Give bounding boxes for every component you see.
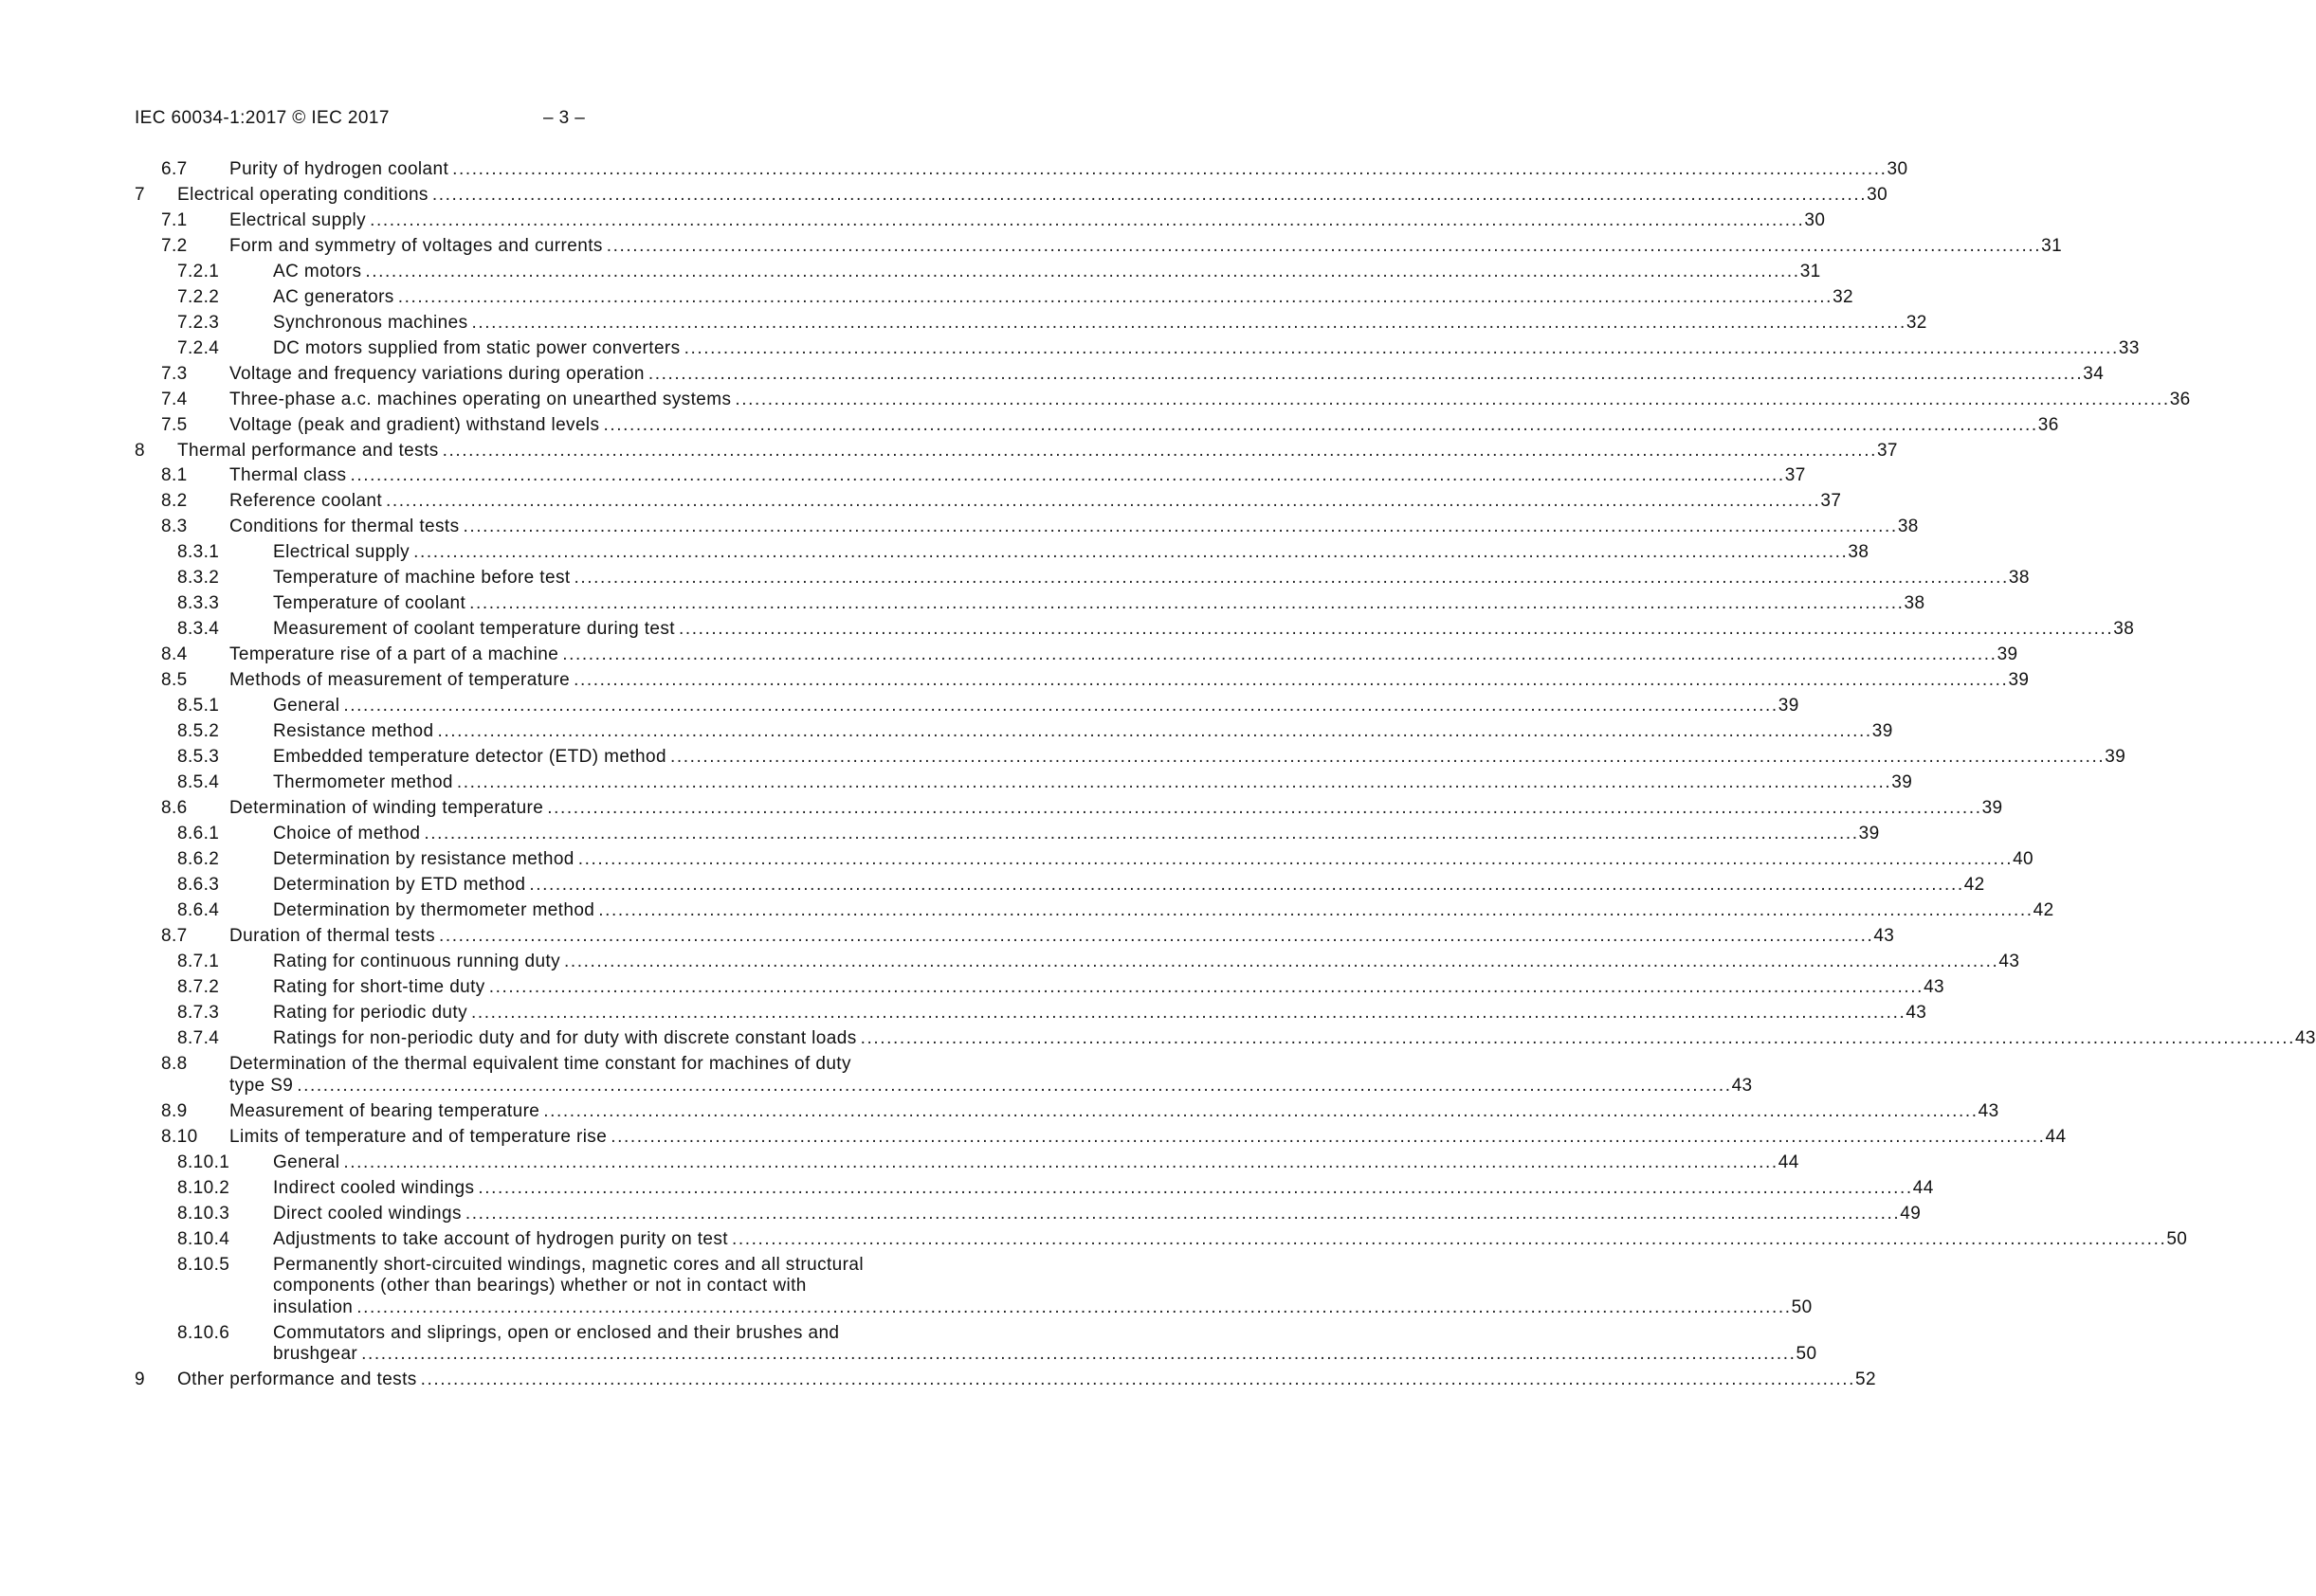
toc-entry-title: Methods of measurement of temperature bbox=[229, 670, 571, 690]
toc-entry-page: 38 bbox=[1904, 593, 1925, 613]
toc-entry-title: components (other than bearings) whether or not in contact with bbox=[273, 1276, 807, 1296]
toc-entry-page: 43 bbox=[1906, 1003, 1927, 1023]
toc-leader-dots: ............................................................................................................................................................................................................................ bbox=[413, 542, 1849, 562]
toc-leader-dots: ............................................................................................................................................................................................................................ bbox=[647, 363, 2084, 384]
toc-entry-title: Limits of temperature and of temperature rise bbox=[229, 1126, 608, 1147]
toc-leader-dots: ............................................................................................................................................................................................................................ bbox=[469, 593, 1905, 613]
toc-entry-title: Determination of the thermal equivalent time constant for machines of duty bbox=[229, 1054, 851, 1074]
toc-entry-number: 8.5.3 bbox=[177, 747, 220, 767]
toc-entry-page: 37 bbox=[1784, 465, 1806, 485]
toc-leader-dots: ............................................................................................................................................................................................................................ bbox=[386, 491, 1821, 511]
toc-entry-page: 50 bbox=[2166, 1228, 2188, 1249]
toc-entry-page: 39 bbox=[1891, 772, 1913, 792]
table-of-contents bbox=[0, 159, 2316, 1505]
toc-entry-number: 8.6 bbox=[161, 798, 188, 818]
toc-leader-dots: ............................................................................................................................................................................................................................ bbox=[603, 414, 2038, 435]
toc-entry-number: 8.7.2 bbox=[177, 977, 220, 997]
toc-entry-title: Temperature rise of a part of a machine bbox=[229, 644, 559, 664]
toc-entry-title: Commutators and sliprings, open or enclosed and their brushes and bbox=[273, 1322, 840, 1343]
toc-entry-page: 43 bbox=[2294, 1028, 2316, 1048]
toc-entry-page: 38 bbox=[2113, 619, 2135, 639]
toc-entry-title: Duration of thermal tests bbox=[229, 926, 435, 946]
toc-leader-dots: ............................................................................................................................................................................................................................ bbox=[735, 389, 2170, 409]
toc-entry-number: 7.2.2 bbox=[177, 286, 220, 307]
toc-entry-title: Electrical supply bbox=[273, 542, 410, 562]
toc-entry-title: Ratings for non-periodic duty and for duty with discrete constant loads bbox=[273, 1028, 857, 1048]
toc-entry-title: General bbox=[273, 696, 340, 716]
toc-leader-dots: ............................................................................................................................................................................................................................ bbox=[470, 1003, 1906, 1023]
toc-entry-number: 8.3.3 bbox=[177, 593, 220, 613]
toc-entry-title: Other performance and tests bbox=[177, 1369, 417, 1389]
toc-leader-dots: ............................................................................................................................................................................................................................ bbox=[365, 261, 1800, 281]
toc-leader-dots: ............................................................................................................................................................................................................................ bbox=[370, 209, 1805, 230]
toc-entry-title: Permanently short-circuited windings, magnetic cores and all structural bbox=[273, 1254, 864, 1275]
toc-entry-number: 7.2.3 bbox=[177, 312, 220, 333]
toc-entry-page: 52 bbox=[1855, 1369, 1876, 1389]
toc-entry-page: 49 bbox=[1900, 1203, 1922, 1224]
toc-entry-number: 8.10.4 bbox=[177, 1228, 230, 1249]
toc-entry-number: 8.6.1 bbox=[177, 824, 220, 843]
toc-entry-number: 8.3.4 bbox=[177, 619, 220, 639]
toc-leader-dots: ............................................................................................................................................................................................................................ bbox=[731, 1228, 2167, 1249]
toc-entry-title: Measurement of bearing temperature bbox=[229, 1100, 540, 1121]
toc-leader-dots: ............................................................................................................................................................................................................................ bbox=[431, 185, 1868, 205]
toc-entry-title: Thermometer method bbox=[273, 772, 453, 792]
toc-entry-page: 43 bbox=[1998, 952, 2020, 971]
toc-entry-page: 40 bbox=[2013, 849, 2034, 869]
toc-leader-dots: ............................................................................................................................................................................................................................ bbox=[456, 772, 1892, 792]
toc-leader-dots: ............................................................................................................................................................................................................................ bbox=[350, 465, 1785, 485]
toc-entry-number: 8.7.3 bbox=[177, 1003, 220, 1023]
toc-leader-dots: ............................................................................................................................................................................................................................ bbox=[437, 721, 1872, 741]
toc-entry-number: 8.3 bbox=[161, 517, 188, 536]
toc-entry-title: Indirect cooled windings bbox=[273, 1177, 475, 1198]
toc-leader-dots: ............................................................................................................................................................................................................................ bbox=[438, 926, 1874, 946]
toc-entry-page: 39 bbox=[1858, 824, 1880, 843]
toc-leader-dots: ............................................................................................................................................................................................................................ bbox=[574, 670, 2009, 690]
toc-leader-dots: ............................................................................................................................................................................................................................ bbox=[529, 875, 1964, 895]
toc-entry-page: 30 bbox=[1867, 185, 1888, 205]
toc-entry-number: 8.5.1 bbox=[177, 696, 220, 716]
toc-entry-title: Temperature of coolant bbox=[273, 593, 466, 613]
toc-entry-title: Form and symmetry of voltages and currents bbox=[229, 235, 603, 256]
toc-entry-title: Determination by thermometer method bbox=[273, 900, 595, 920]
toc-leader-dots: ............................................................................................................................................................................................................................ bbox=[471, 312, 1906, 333]
toc-leader-dots: ............................................................................................................................................................................................................................ bbox=[543, 1100, 1979, 1121]
toc-entry-page: 44 bbox=[1912, 1177, 1934, 1198]
page-header bbox=[135, 108, 988, 135]
toc-entry-title: insulation bbox=[273, 1297, 354, 1317]
toc-entry-number: 8.3.1 bbox=[177, 542, 220, 562]
toc-entry-number: 9 bbox=[135, 1369, 145, 1389]
toc-entry-number: 8.6.2 bbox=[177, 849, 220, 869]
toc-entry-number: 8.7 bbox=[161, 926, 188, 946]
toc-leader-dots: ............................................................................................................................................................................................................................ bbox=[424, 824, 1859, 843]
toc-entry-page: 38 bbox=[1897, 517, 1919, 536]
toc-leader-dots: ............................................................................................................................................................................................................................ bbox=[547, 798, 1982, 818]
toc-entry-page: 42 bbox=[1963, 875, 1985, 895]
toc-leader-dots: ............................................................................................................................................................................................................................ bbox=[465, 1203, 1901, 1224]
toc-leader-dots: ............................................................................................................................................................................................................................ bbox=[577, 849, 2014, 869]
toc-leader-dots: ............................................................................................................................................................................................................................ bbox=[488, 977, 1924, 997]
toc-entry-title: Synchronous machines bbox=[273, 312, 468, 333]
toc-entry-title: Determination by resistance method bbox=[273, 849, 574, 869]
toc-entry-page: 38 bbox=[1848, 542, 1869, 562]
toc-entry-number: 8.2 bbox=[161, 491, 188, 511]
toc-leader-dots: ............................................................................................................................................................................................................................ bbox=[669, 747, 2106, 767]
toc-entry-number: 8.7.1 bbox=[177, 952, 220, 971]
toc-entry-title: Electrical supply bbox=[229, 209, 367, 230]
toc-entry-number: 8.10 bbox=[161, 1126, 198, 1147]
toc-entry-title: type S9 bbox=[229, 1075, 294, 1096]
toc-entry-page: 39 bbox=[2105, 747, 2126, 767]
toc-entry-page: 32 bbox=[1833, 286, 1853, 307]
toc-entry-number: 8.1 bbox=[161, 465, 188, 485]
toc-entry-page: 34 bbox=[2083, 363, 2105, 384]
toc-entry-page: 36 bbox=[2037, 414, 2059, 435]
toc-entry-number: 8.5.4 bbox=[177, 772, 220, 792]
toc-entry-number: 7.5 bbox=[161, 414, 188, 435]
toc-entry-number: 7.2 bbox=[161, 235, 188, 256]
toc-entry-title: Temperature of machine before test bbox=[273, 568, 571, 588]
toc-entry-number: 8.4 bbox=[161, 644, 188, 664]
toc-entry-number: 8.10.3 bbox=[177, 1203, 230, 1224]
toc-entry-title: Electrical operating conditions bbox=[177, 185, 429, 205]
toc-leader-dots: ............................................................................................................................................................................................................................ bbox=[452, 159, 1887, 179]
toc-entry-number: 7.2.1 bbox=[177, 261, 220, 281]
toc-entry-title: AC generators bbox=[273, 286, 394, 307]
toc-leader-dots: ............................................................................................................................................................................................................................ bbox=[574, 568, 2009, 588]
toc-entry-number: 7.2.4 bbox=[177, 337, 220, 358]
toc-entry-title: Choice of method bbox=[273, 824, 421, 843]
toc-leader-dots: ............................................................................................................................................................................................................................ bbox=[343, 1152, 1778, 1172]
page-number: – 3 – bbox=[543, 108, 586, 128]
toc-entry-title: brushgear bbox=[273, 1344, 358, 1364]
toc-entry-title: Adjustments to take account of hydrogen purity on test bbox=[273, 1228, 728, 1249]
toc-leader-dots: ............................................................................................................................................................................................................................ bbox=[361, 1344, 1796, 1364]
toc-entry-page: 31 bbox=[2041, 235, 2063, 256]
toc-entry-page: 50 bbox=[1796, 1344, 1817, 1364]
toc-entry-number: 7.4 bbox=[161, 389, 188, 409]
toc-entry-title: DC motors supplied from static power converters bbox=[273, 337, 681, 358]
toc-entry-page: 37 bbox=[1876, 440, 1898, 461]
toc-entry-page: 30 bbox=[1887, 159, 1908, 179]
toc-entry-title: Determination of winding temperature bbox=[229, 798, 544, 818]
toc-entry-page: 43 bbox=[1924, 977, 1944, 997]
toc-entry-page: 39 bbox=[2008, 670, 2030, 690]
toc-entry-title: Rating for continuous running duty bbox=[273, 952, 561, 971]
toc-entry-number: 8.7.4 bbox=[177, 1028, 220, 1048]
toc-entry-page: 36 bbox=[2169, 389, 2191, 409]
toc-entry-number: 8.9 bbox=[161, 1100, 188, 1121]
toc-entry-page: 32 bbox=[1906, 312, 1927, 333]
toc-entry-number: 8.10.5 bbox=[177, 1254, 230, 1275]
standard-designation: IEC 60034-1:2017 © IEC 2017 bbox=[135, 108, 390, 128]
toc-entry-page: 44 bbox=[1778, 1152, 1799, 1172]
toc-entry-page: 44 bbox=[2045, 1126, 2067, 1147]
toc-entry-title: Embedded temperature detector (ETD) method bbox=[273, 747, 666, 767]
toc-leader-dots: ............................................................................................................................................................................................................................ bbox=[860, 1028, 2295, 1048]
toc-entry-page: 39 bbox=[1778, 696, 1799, 716]
toc-entry-number: 8 bbox=[135, 440, 145, 461]
toc-leader-dots: ............................................................................................................................................................................................................................ bbox=[463, 517, 1898, 536]
toc-entry-number: 8.5.2 bbox=[177, 721, 220, 741]
toc-entry-title: Three-phase a.c. machines operating on unearthed systems bbox=[229, 389, 732, 409]
toc-leader-dots: ............................................................................................................................................................................................................................ bbox=[343, 696, 1778, 716]
toc-entry-title: Conditions for thermal tests bbox=[229, 517, 460, 536]
toc-entry-title: Resistance method bbox=[273, 721, 434, 741]
toc-leader-dots: ............................................................................................................................................................................................................................ bbox=[684, 337, 2119, 358]
toc-leader-dots: ............................................................................................................................................................................................................................ bbox=[420, 1369, 1855, 1389]
toc-leader-dots: ............................................................................................................................................................................................................................ bbox=[478, 1177, 1913, 1198]
toc-entry-number: 8.5 bbox=[161, 670, 188, 690]
toc-entry-page: 43 bbox=[1731, 1075, 1753, 1096]
toc-entry-title: Reference coolant bbox=[229, 491, 383, 511]
toc-entry-number: 8.8 bbox=[161, 1054, 188, 1074]
toc-entry-title: Direct cooled windings bbox=[273, 1203, 462, 1224]
toc-entry-title: Voltage (peak and gradient) withstand levels bbox=[229, 414, 600, 435]
toc-entry-page: 43 bbox=[1978, 1100, 1999, 1121]
toc-entry-page: 43 bbox=[1873, 926, 1895, 946]
toc-leader-dots: ............................................................................................................................................................................................................................ bbox=[678, 619, 2114, 639]
toc-entry-page: 33 bbox=[2118, 337, 2140, 358]
toc-entry-page: 42 bbox=[2033, 900, 2054, 920]
toc-entry-title: General bbox=[273, 1152, 340, 1172]
toc-leader-dots: ............................................................................................................................................................................................................................ bbox=[562, 644, 1997, 664]
toc-entry-page: 38 bbox=[2008, 568, 2030, 588]
toc-entry-title: Thermal class bbox=[229, 465, 347, 485]
toc-entry-number: 7.3 bbox=[161, 363, 188, 384]
toc-entry-title: Determination by ETD method bbox=[273, 875, 526, 895]
toc-entry-number: 8.6.3 bbox=[177, 875, 220, 895]
toc-entry-number: 8.6.4 bbox=[177, 900, 220, 920]
toc-leader-dots: ............................................................................................................................................................................................................................ bbox=[297, 1075, 1732, 1096]
toc-entry-title: Voltage and frequency variations during operation bbox=[229, 363, 645, 384]
toc-entry-page: 39 bbox=[1871, 721, 1893, 741]
toc-leader-dots: ............................................................................................................................................................................................................................ bbox=[442, 440, 1877, 461]
toc-entry-page: 50 bbox=[1791, 1297, 1813, 1317]
toc-entry-number: 6.7 bbox=[161, 159, 188, 179]
toc-leader-dots: ............................................................................................................................................................................................................................ bbox=[356, 1297, 1792, 1317]
toc-leader-dots: ............................................................................................................................................................................................................................ bbox=[611, 1126, 2046, 1147]
toc-leader-dots: ............................................................................................................................................................................................................................ bbox=[564, 952, 1999, 971]
toc-entry-number: 8.10.1 bbox=[177, 1152, 230, 1172]
toc-entry-page: 37 bbox=[1820, 491, 1842, 511]
toc-entry-title: Rating for periodic duty bbox=[273, 1003, 467, 1023]
toc-entry-title: Measurement of coolant temperature during test bbox=[273, 619, 675, 639]
toc-entry-number: 7 bbox=[135, 185, 145, 205]
toc-entry-page: 31 bbox=[1799, 261, 1821, 281]
toc-leader-dots: ............................................................................................................................................................................................................................ bbox=[598, 900, 2033, 920]
toc-entry-number: 7.1 bbox=[161, 209, 188, 230]
toc-entry-number: 8.3.2 bbox=[177, 568, 220, 588]
toc-entry-number: 8.10.2 bbox=[177, 1177, 230, 1198]
toc-entry-page: 30 bbox=[1804, 209, 1826, 230]
toc-entry-title: Purity of hydrogen coolant bbox=[229, 159, 449, 179]
toc-entry-title: AC motors bbox=[273, 261, 362, 281]
toc-entry-page: 39 bbox=[1997, 644, 2018, 664]
toc-entry-page: 39 bbox=[1981, 798, 2003, 818]
toc-entry-number: 8.10.6 bbox=[177, 1322, 230, 1343]
toc-entry-title: Rating for short-time duty bbox=[273, 977, 485, 997]
toc-entry-title: Thermal performance and tests bbox=[177, 440, 439, 461]
toc-leader-dots: ............................................................................................................................................................................................................................ bbox=[606, 235, 2042, 256]
toc-leader-dots: ............................................................................................................................................................................................................................ bbox=[397, 286, 1833, 307]
